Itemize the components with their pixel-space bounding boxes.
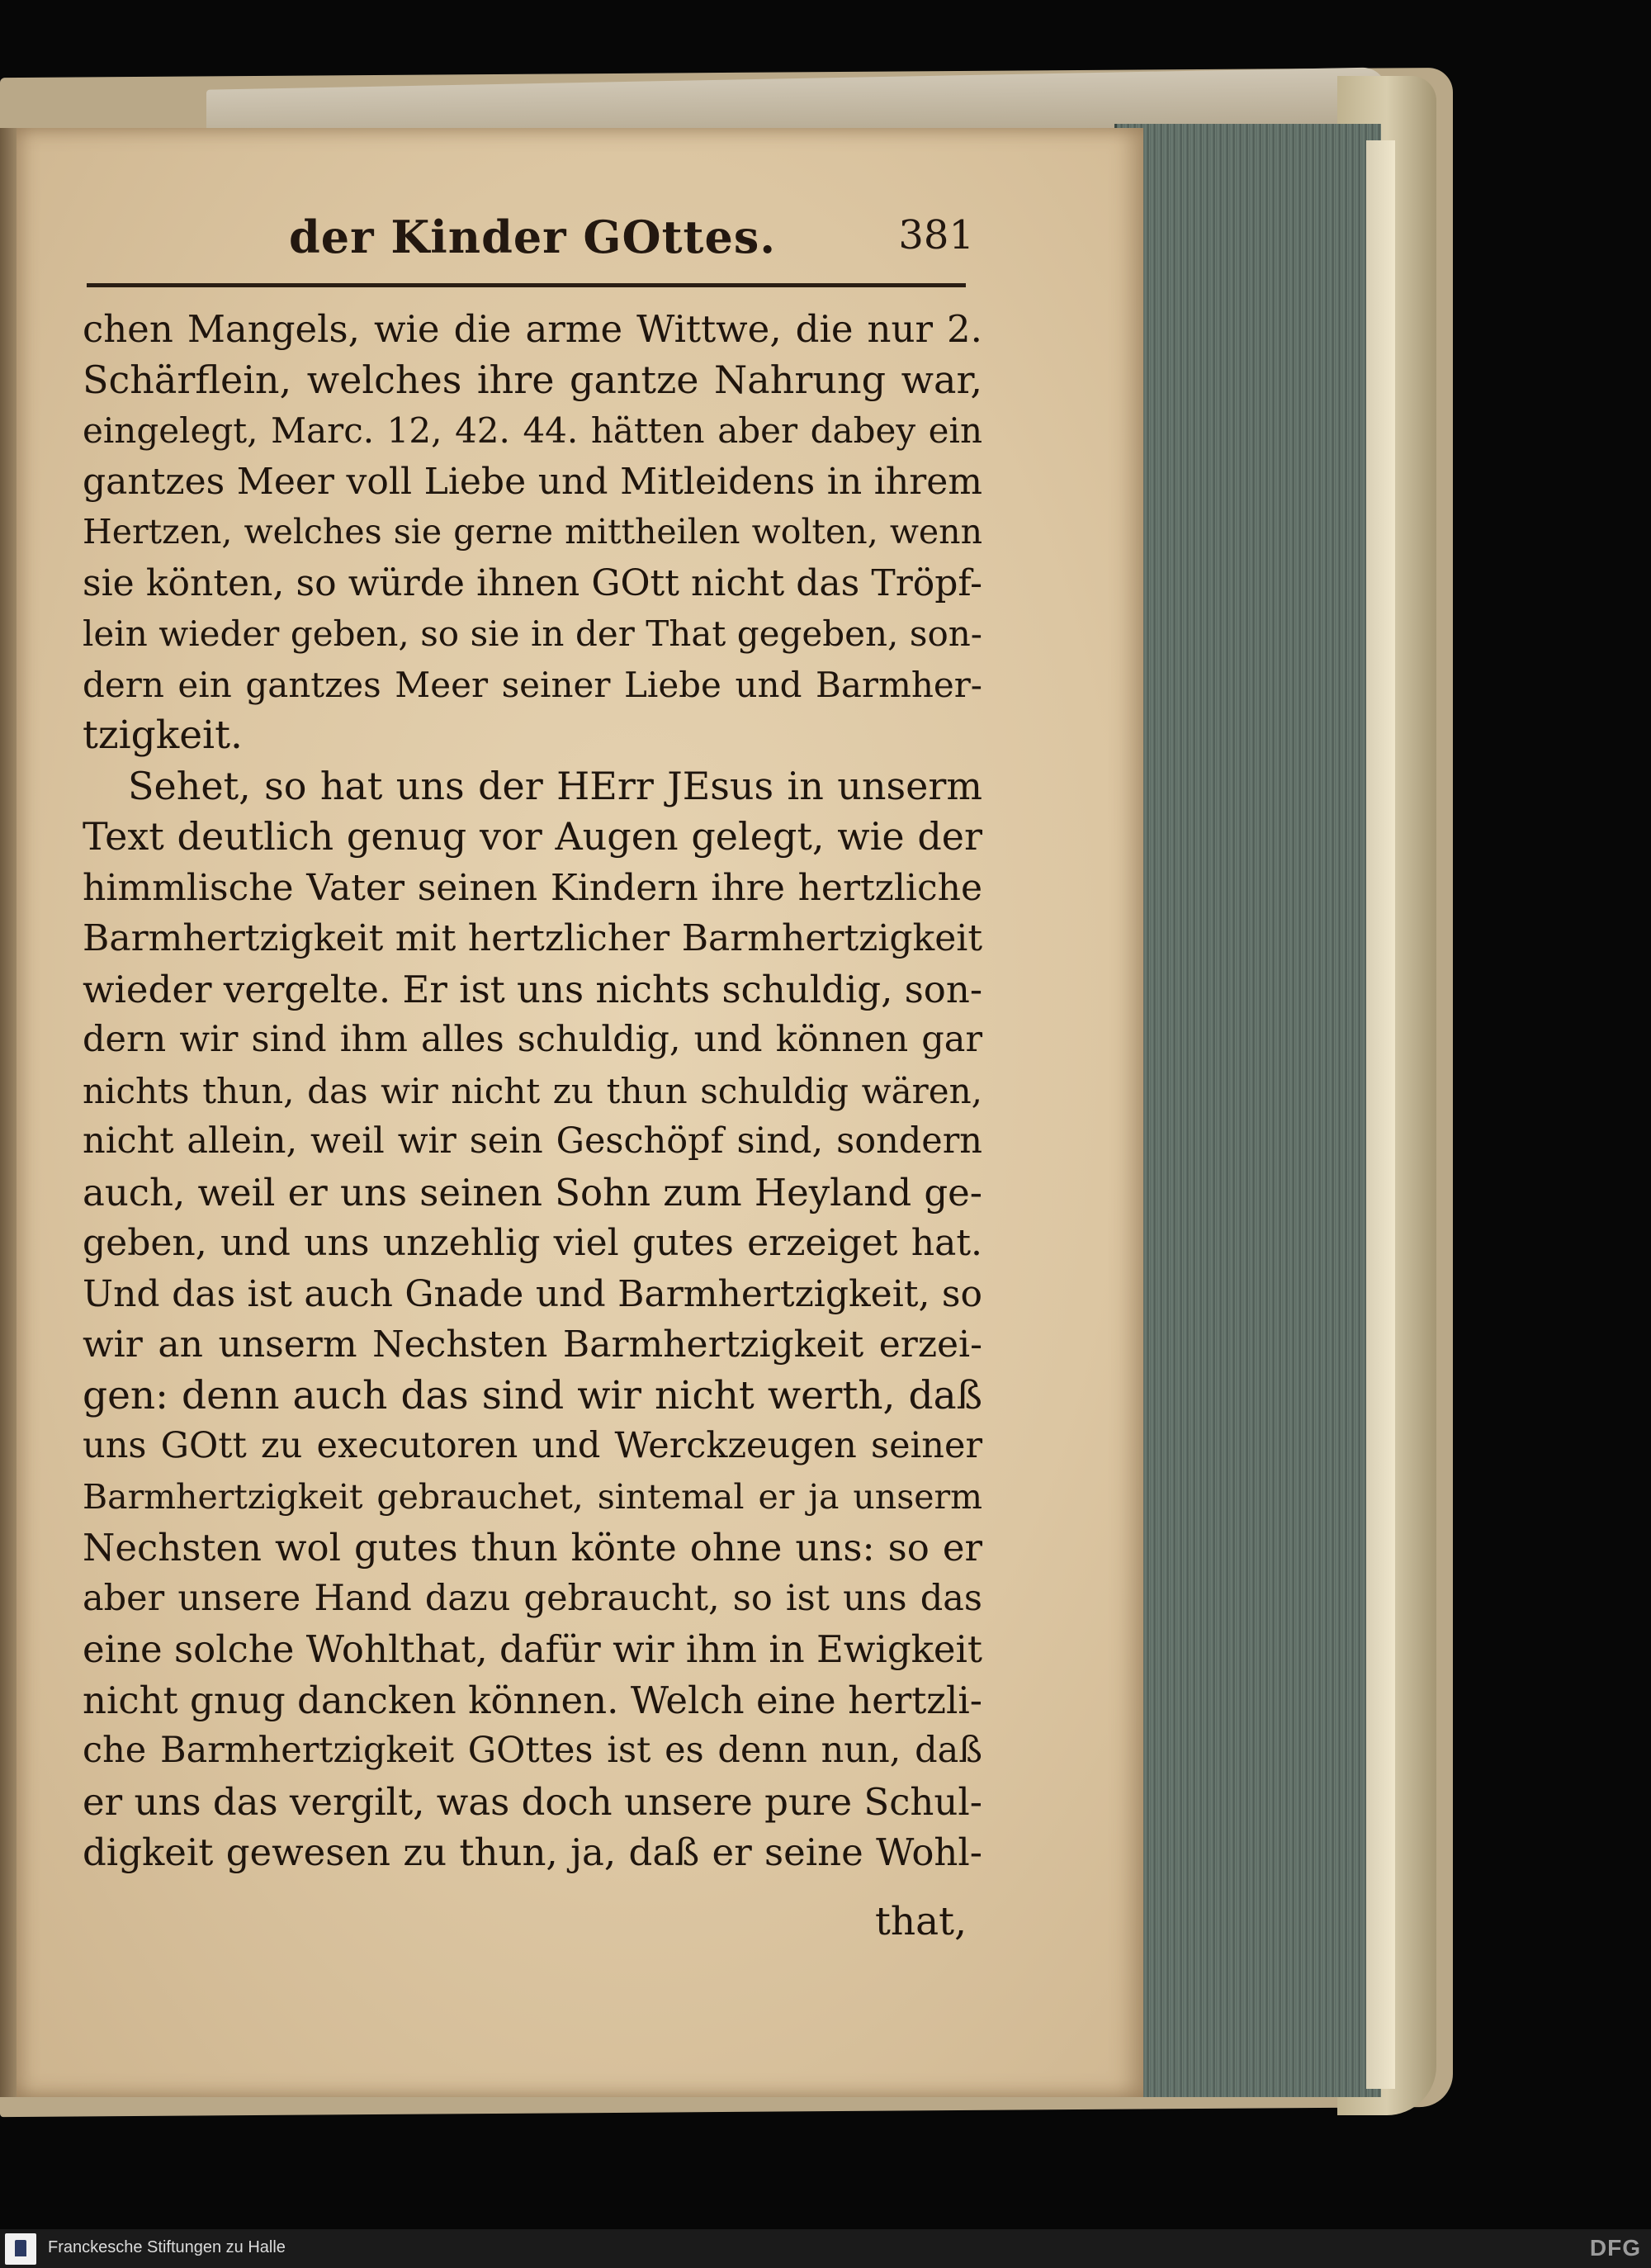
header-rule xyxy=(87,283,966,287)
catchword: that, xyxy=(875,1899,967,1944)
text-line: Barmhertzigkeit mit hertzlicher Barmhertzigkeit xyxy=(83,917,982,959)
text-line: aber unsere Hand dazu gebraucht, so ist uns das xyxy=(83,1577,982,1619)
text-line: nichts thun, das wir nicht zu thun schuldig wären, xyxy=(83,1070,982,1111)
text-line: dern ein gantzes Meer seiner Liebe und Barmher- xyxy=(83,664,982,705)
text-line: Hertzen, welches sie gerne mittheilen wolten, wenn xyxy=(83,512,982,552)
text-line: nicht gnug dancken können. Welch eine hertzli- xyxy=(83,1678,982,1722)
text-line: auch, weil er uns seinen Sohn zum Heyland ge- xyxy=(83,1170,982,1214)
text-line: uns GOtt zu executoren und Werckzeugen seiner xyxy=(83,1425,982,1466)
text-line: Sehet, so hat uns der HErr JEsus in unserm xyxy=(128,763,982,808)
text-line: lein wieder geben, so sie in der That gegeben, son- xyxy=(83,613,982,654)
page-block-fore-edge xyxy=(1114,124,1381,2097)
text-line: geben, und uns unzehlig viel gutes erzeiget hat. xyxy=(83,1222,982,1264)
text-line: wir an unserm Nechsten Barmhertzigkeit erzei- xyxy=(83,1323,982,1366)
text-line: Schärflein, welches ihre gantze Nahrung war, xyxy=(83,357,982,402)
dfg-logo[interactable]: DFG xyxy=(1589,2235,1641,2261)
text-line: wieder vergelte. Er ist uns nichts schuldig, son- xyxy=(83,967,983,1011)
body-text xyxy=(83,304,982,1878)
text-line: tzigkeit. xyxy=(83,713,243,758)
page-header xyxy=(289,211,974,277)
text-line: Barmhertzigkeit gebrauchet, sintemal er ja unserm xyxy=(83,1476,982,1517)
text-line: eine solche Wohlthat, dafür wir ihm in Ewigkeit xyxy=(83,1627,982,1671)
text-line: gen: denn auch das sind wir nicht werth, daß xyxy=(83,1372,982,1418)
text-line: digkeit gewesen zu thun, ja, daß er seine Wohl- xyxy=(83,1830,982,1874)
text-line: er uns das vergilt, was doch unsere pure Schul- xyxy=(83,1779,982,1824)
text-line: Nechsten wol gutes thun könte ohne uns: so er xyxy=(83,1526,982,1570)
text-line: dern wir sind ihm alles schuldig, und können gar xyxy=(83,1019,982,1060)
text-line: Text deutlich genug vor Augen gelegt, wie der xyxy=(83,814,982,859)
page-number: 381 xyxy=(898,212,974,258)
text-line: sie könten, so würde ihnen GOtt nicht das Tröpf- xyxy=(83,561,982,604)
institution-name: Franckesche Stiftungen zu Halle xyxy=(48,2238,286,2256)
text-line: eingelegt, Marc. 12, 42. 44. hätten aber dabey ein xyxy=(83,410,982,451)
text-line: che Barmhertzigkeit GOttes ist es denn nun, daß xyxy=(83,1730,982,1771)
text-line: chen Mangels, wie die arme Wittwe, die nur 2. xyxy=(83,307,982,351)
text-line: himmlische Vater seinen Kindern ihre hertzliche xyxy=(83,866,982,909)
text-line: Und das ist auch Gnade und Barmhertzigkeit, so xyxy=(83,1272,982,1315)
text-line: nicht allein, weil wir sein Geschöpf sind, sondern xyxy=(83,1120,982,1162)
institution-logo-icon[interactable] xyxy=(5,2233,36,2265)
leaf-strip xyxy=(1366,140,1395,2089)
viewer-footer xyxy=(0,2229,1651,2268)
text-line: gantzes Meer voll Liebe und Mitleidens in ihrem xyxy=(83,460,982,503)
running-title: der Kinder GOttes. xyxy=(289,211,777,263)
